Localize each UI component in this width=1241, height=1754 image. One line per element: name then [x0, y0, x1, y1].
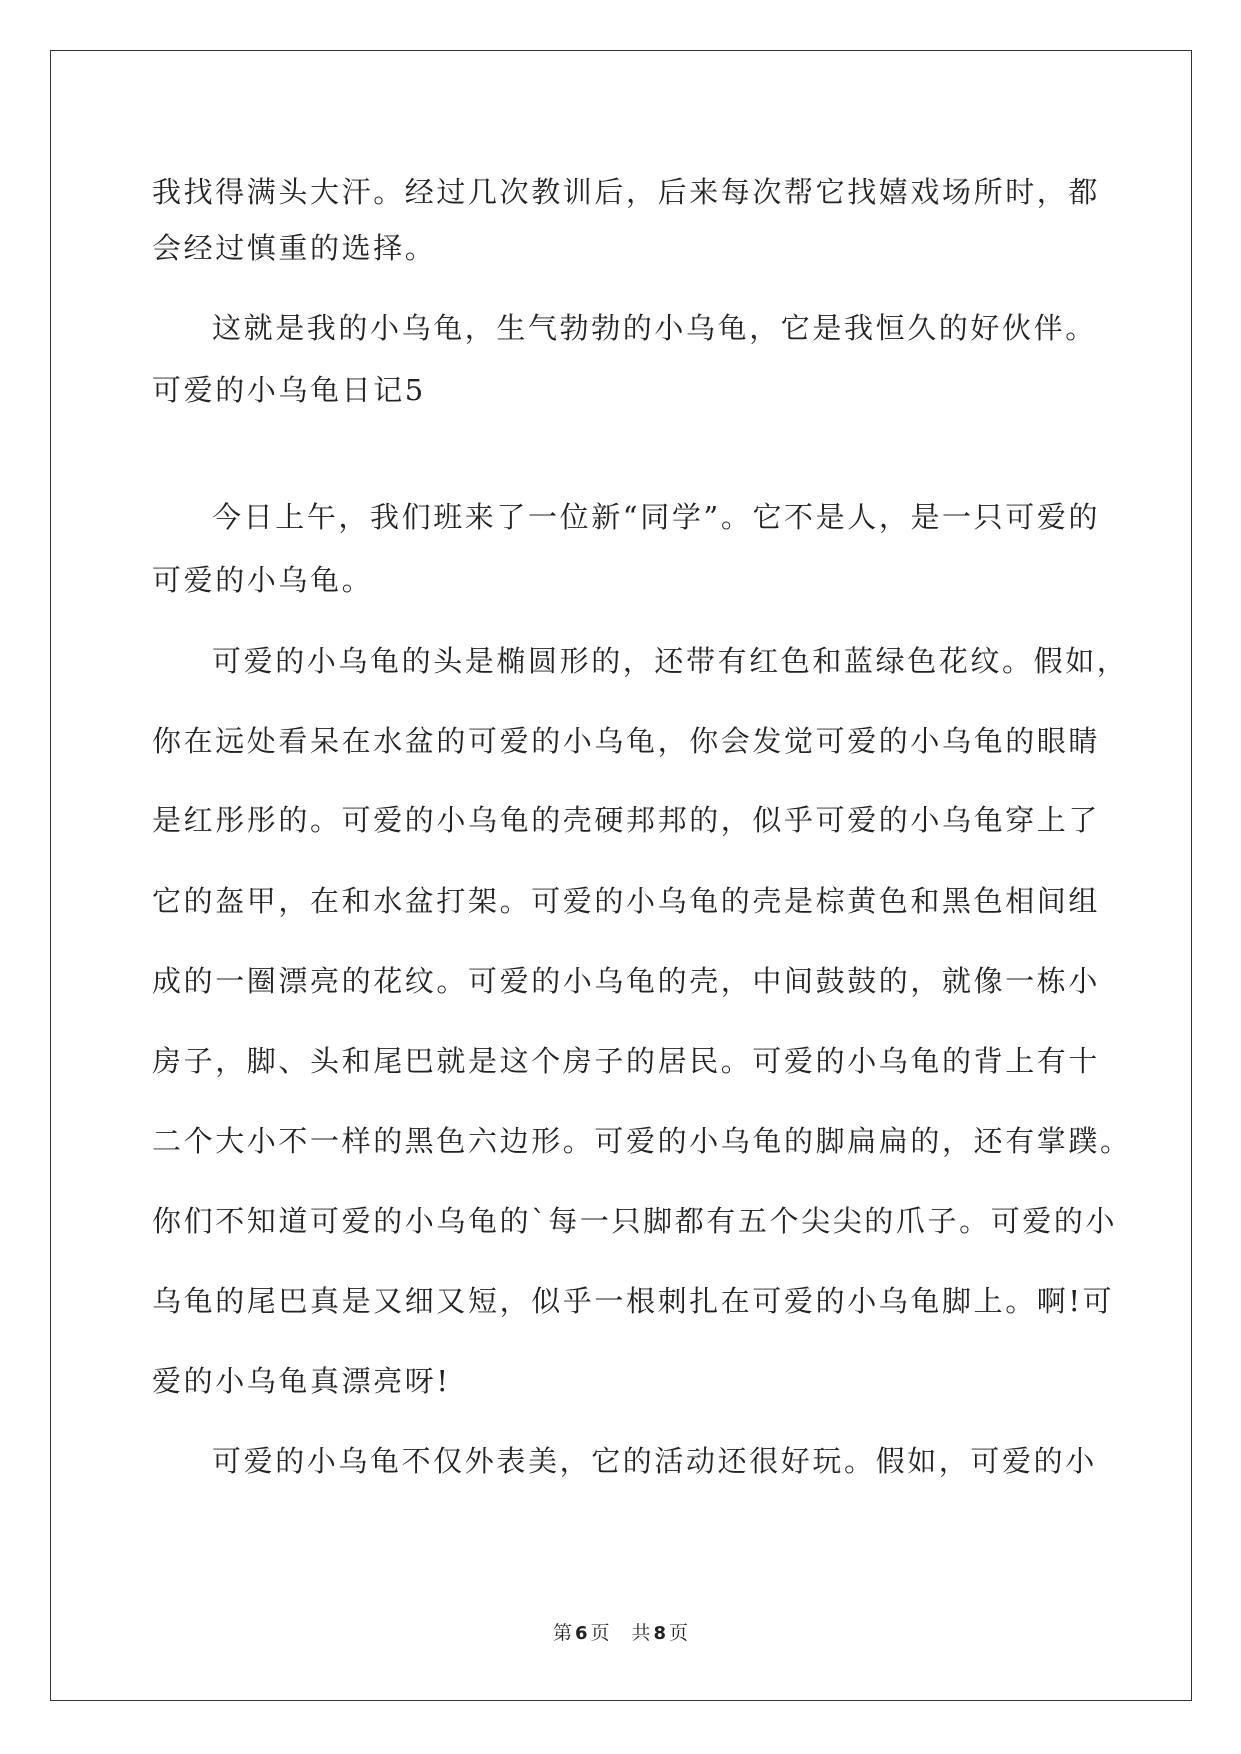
text-line-6: 可爱的小乌龟。 [152, 563, 374, 597]
text-line-14: 你们不知道可爱的小乌龟的`每一只脚都有五个尖尖的爪子。可爱的小 [152, 1204, 1118, 1238]
text-line-11: 成的一圈漂亮的花纹。可爱的小乌龟的壳，中间鼓鼓的，就像一栋小 [152, 964, 1101, 998]
page-suffix: 页 [590, 1622, 610, 1644]
text-line-1: 我找得满头大汗。经过几次教训后，后来每次帮它找嬉戏场所时，都 [152, 175, 1101, 209]
page-footer [0, 1620, 1241, 1647]
text-line-8: 你在远处看呆在水盆的可爱的小乌龟，你会发觉可爱的小乌龟的眼睛 [152, 724, 1101, 758]
total-suffix: 页 [669, 1622, 689, 1644]
total-prefix: 共 [631, 1622, 651, 1644]
text-line-5: 今日上午，我们班来了一位新“同学”。它不是人，是一只可爱的 [212, 500, 1101, 534]
page-prefix: 第 [552, 1622, 572, 1644]
text-line-16: 爱的小乌龟真漂亮呀! [152, 1364, 451, 1398]
text-line-12: 房子，脚、头和尾巴就是这个房子的居民。可爱的小乌龟的背上有十 [152, 1044, 1101, 1078]
text-line-15: 乌龟的尾巴真是又细又短，似乎一根刺扎在可爱的小乌龟脚上。啊!可 [152, 1284, 1115, 1318]
text-line-10: 它的盔甲，在和水盆打架。可爱的小乌龟的壳是棕黄色和黑色相间组 [152, 884, 1101, 918]
text-line-17: 可爱的小乌龟不仅外表美，它的活动还很好玩。假如，可爱的小 [212, 1444, 1097, 1478]
text-line-9: 是红彤彤的。可爱的小乌龟的壳硬邦邦的，似乎可爱的小乌龟穿上了 [152, 803, 1101, 837]
text-line-13: 二个大小不一样的黑色六边形。可爱的小乌龟的脚扁扁的，还有掌蹼。 [152, 1124, 1132, 1158]
page-total: 8 [653, 1623, 667, 1644]
text-line-3: 这就是我的小乌龟，生气勃勃的小乌龟，它是我恒久的好伙伴。 [212, 311, 1097, 345]
text-line-2: 会经过慎重的选择。 [152, 231, 437, 265]
page-current: 6 [574, 1623, 588, 1644]
text-line-7: 可爱的小乌龟的头是椭圆形的，还带有红色和蓝绿色花纹。假如， [212, 644, 1129, 678]
section-heading: 可爱的小乌龟日记5 [152, 373, 426, 407]
